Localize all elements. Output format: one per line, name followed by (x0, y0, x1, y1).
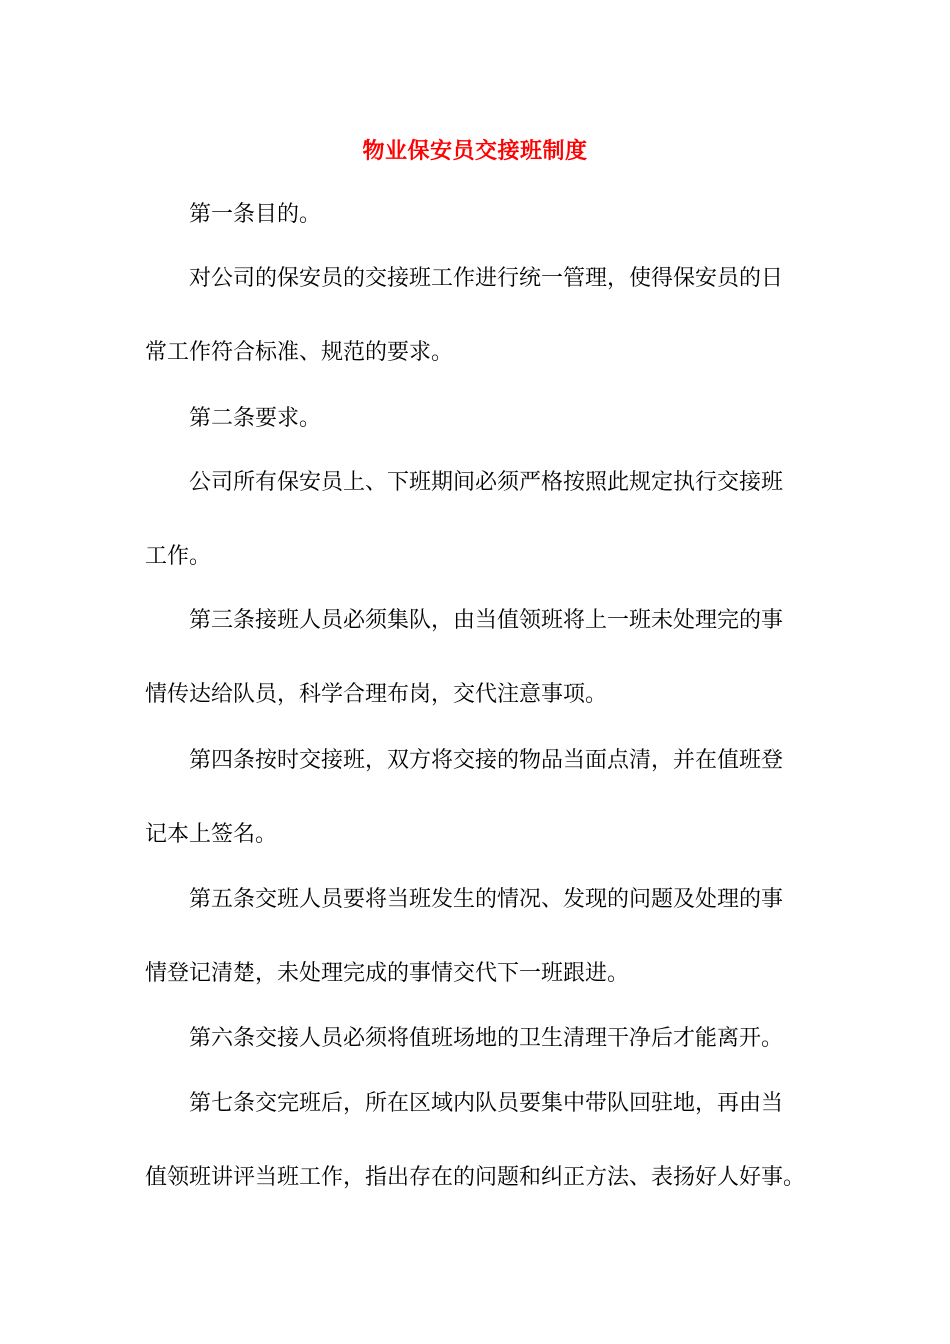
article-4-line-2: 记本上签名。 (145, 822, 278, 847)
article-5-line-2: 情登记清楚，未处理完成的事情交代下一班跟进。 (145, 961, 630, 986)
article-2-text-line-2: 工作。 (145, 544, 212, 569)
article-7-line-2: 值领班讲评当班工作，指出存在的问题和纠正方法、表扬好人好事。 (145, 1165, 806, 1190)
article-6-line-1: 第六条交接人员必须将值班场地的卫生清理干净后才能离开。 (189, 1026, 784, 1051)
article-1-heading: 第一条目的。 (189, 202, 322, 227)
article-2-text-line-1: 公司所有保安员上、下班期间必须严格按照此规定执行交接班 (189, 470, 784, 495)
document-title: 物业保安员交接班制度 (362, 139, 588, 164)
article-4-line-1: 第四条按时交接班，双方将交接的物品当面点清，并在值班登 (189, 748, 784, 773)
article-5-line-1: 第五条交班人员要将当班发生的情况、发现的问题及处理的事 (189, 887, 784, 912)
article-7-line-1: 第七条交完班后，所在区域内队员要集中带队回驻地，再由当 (189, 1091, 784, 1116)
article-2-heading: 第二条要求。 (189, 406, 322, 431)
article-1-text-line-1: 对公司的保安员的交接班工作进行统一管理，使得保安员的日 (189, 266, 784, 291)
article-3-line-2: 情传达给队员，科学合理布岗，交代注意事项。 (145, 682, 608, 707)
article-1-text-line-2: 常工作符合标准、规范的要求。 (145, 340, 454, 365)
article-3-line-1: 第三条接班人员必须集队，由当值领班将上一班未处理完的事 (189, 608, 784, 633)
